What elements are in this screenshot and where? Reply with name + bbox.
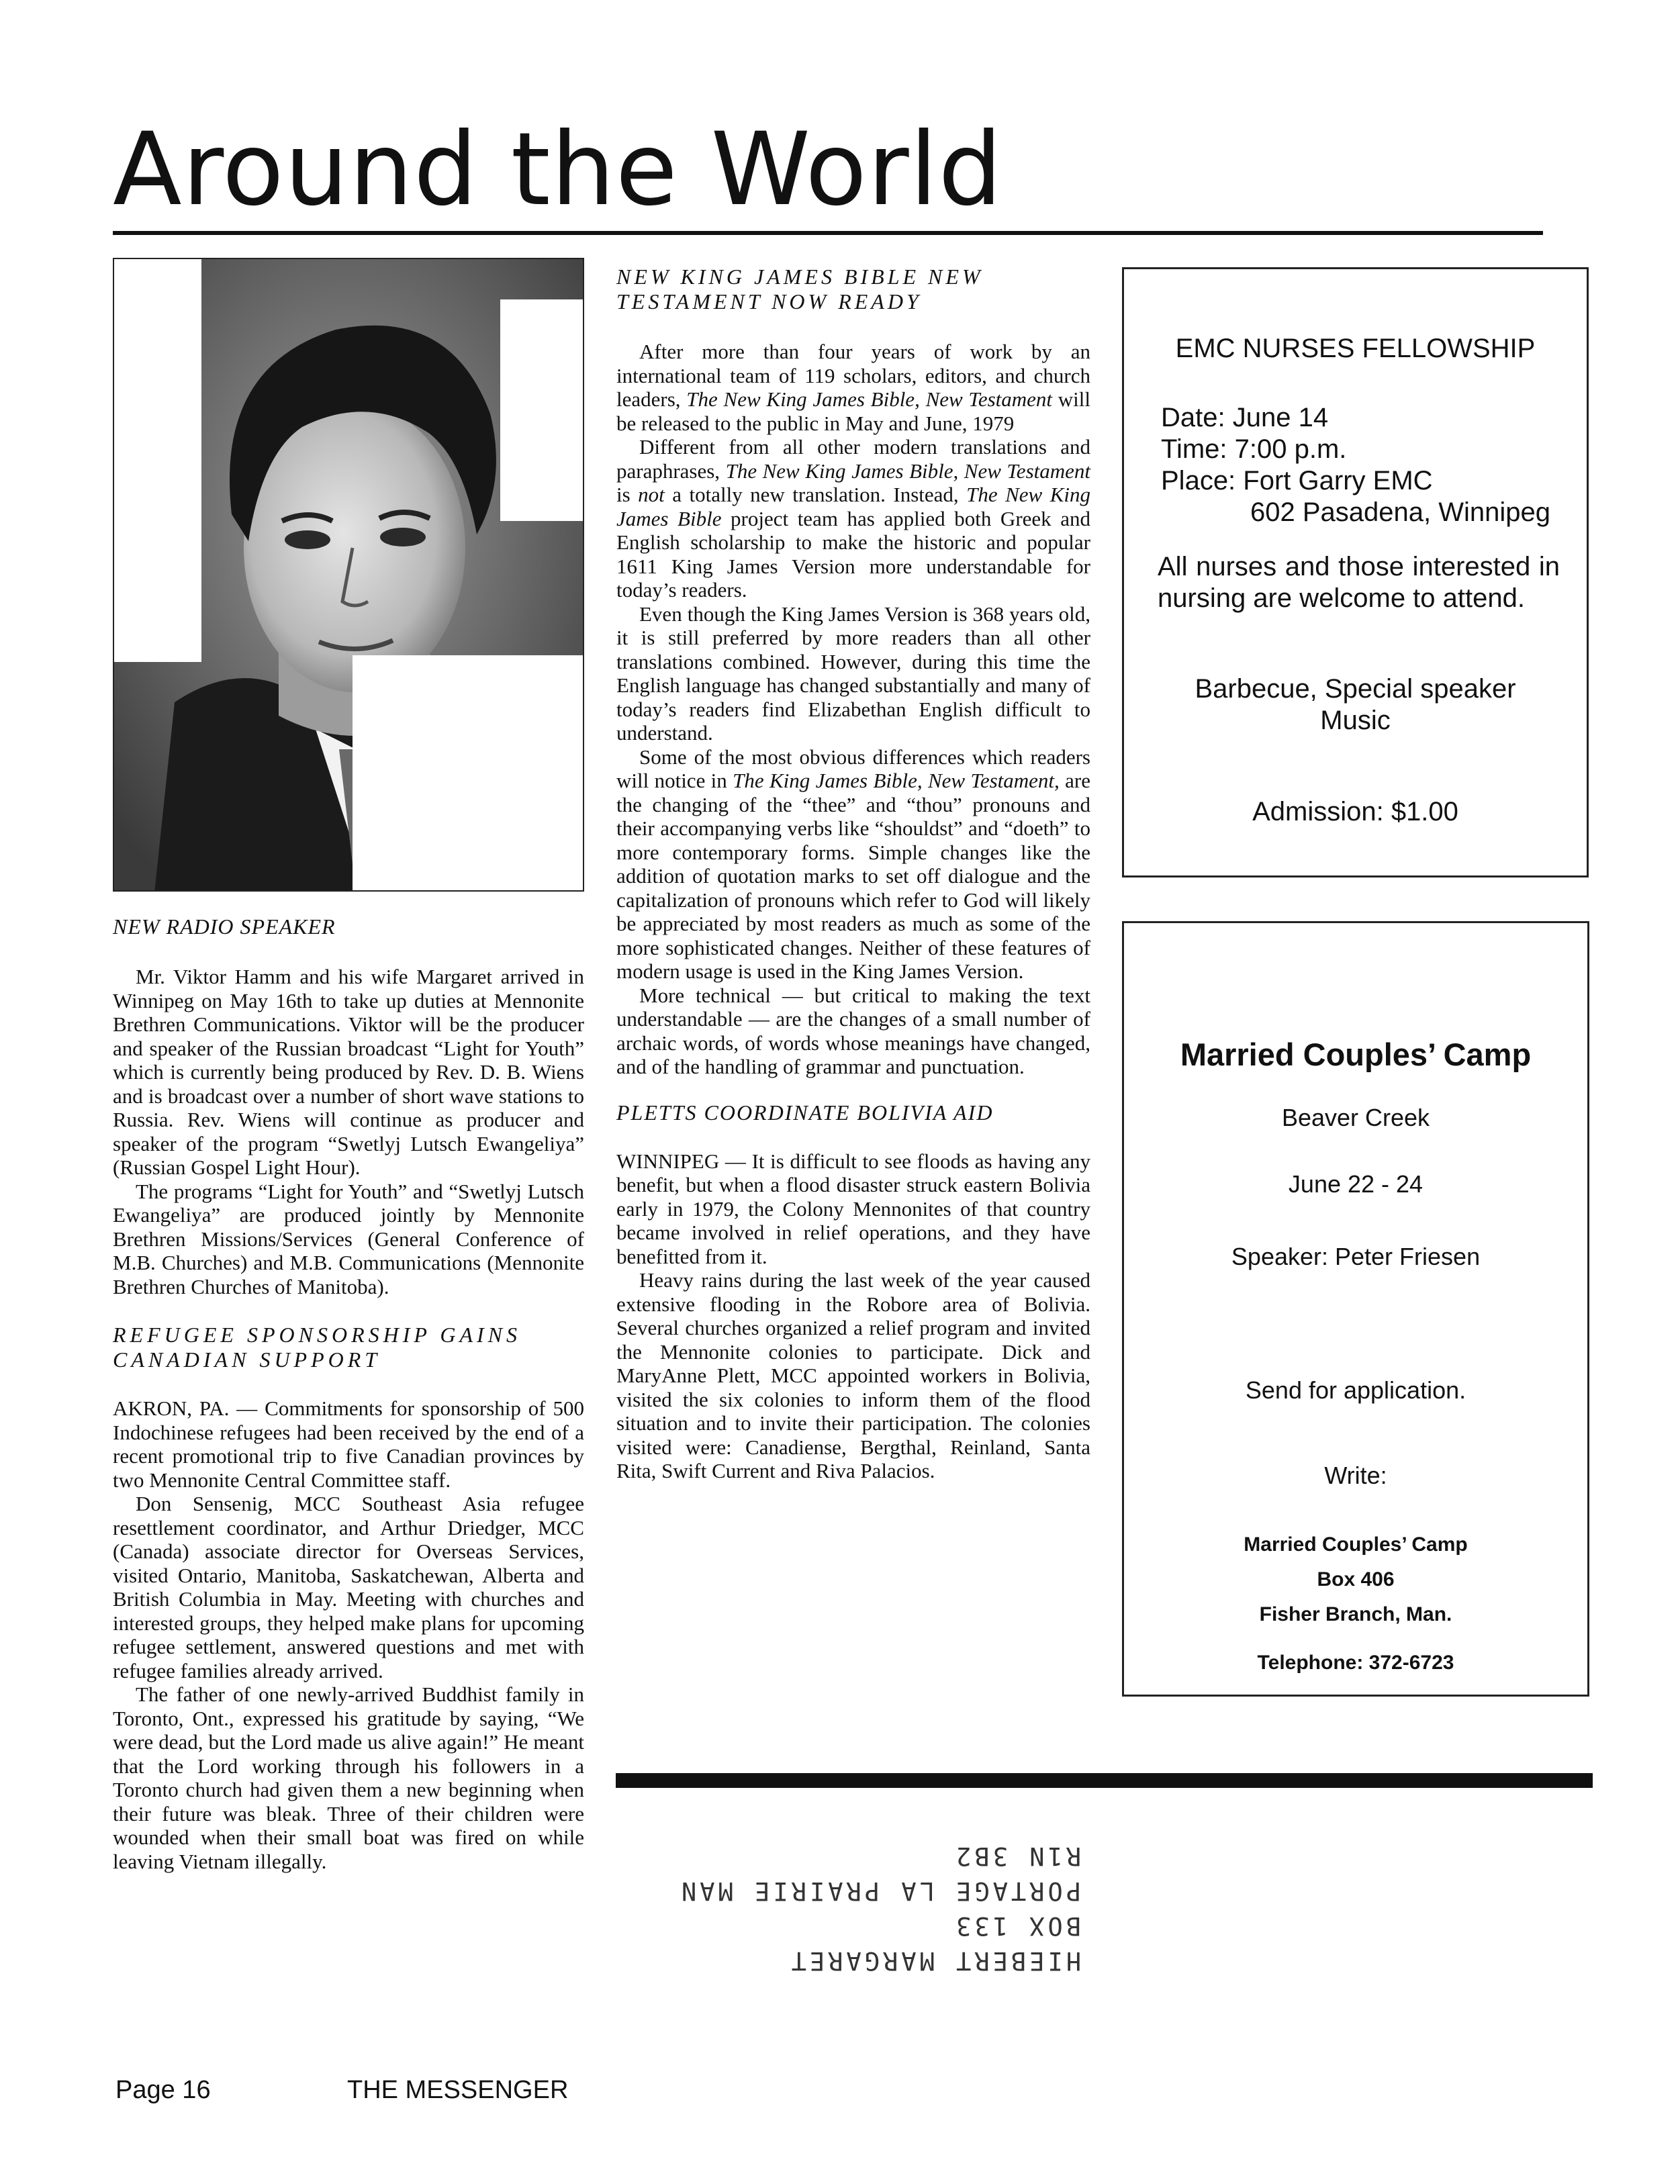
refugee-paragraph: AKRON, PA. — Commitments for sponsorship of 500 Indochinese refugees had been received by the end of a recent promotional trip to five Canadian provinces by two Mennonite Central Committee staff. <box>113 1396 584 1492</box>
nurses-fellowship-box <box>1122 267 1589 877</box>
bible-paragraph: More technical — but critical to making the text understandable — are the changes of a small number of archaic words, of words whose meanings have changed, and of the handling of grammar and punctuation. <box>616 983 1090 1078</box>
pletts-heading: PLETTS COORDINATE BOLIVIA AID <box>616 1100 994 1125</box>
bible-paragraph: Some of the most obvious differences which readers will notice in The King James Bible, New Testament, are the changing of the “thee” and “thou” pronouns and their accompanying verbs like “shouldst” and “doeth” to more contemporary forms. Simple changes like the addition of quotation marks to set off dialogue and the capitalization of pronouns which refer to God will likely be appreciated by most readers as much as some of the more sophisticated changes. Neither of these features of modern usage is used in the King James Version. <box>616 745 1090 983</box>
mailing-label-line: PORTAGE LA PRAIRIE MAN <box>678 1877 1082 1905</box>
camp-location: Beaver Creek <box>1281 1104 1430 1131</box>
publication-name: THE MESSENGER <box>347 2076 569 2104</box>
speaker-photo <box>113 258 584 892</box>
bible-paragraph: After more than four years of work by an international team of 119 scholars, editors, and church leaders, The New King James Bible, New Testament will be released to the public in May and June, 1979 <box>616 340 1090 435</box>
portrait-image <box>114 259 584 892</box>
pletts-paragraph: WINNIPEG — It is difficult to see floods as having any benefit, but when a flood disaster struck eastern Bolivia early in 1979, the Colony Mennonites of that country became involved in relief operations, and they have benefitted from it. <box>616 1149 1090 1268</box>
divider-bar <box>616 1773 1593 1788</box>
bible-heading: NEW KING JAMES BIBLE NEW TESTAMENT NOW READY <box>616 265 984 314</box>
camp-address: Married Couples’ Camp Box 406 Fisher Branch, Man. <box>1244 1533 1468 1625</box>
bible-paragraph: Different from all other modern translations and paraphrases, The New King James Bible, New Testament is not a totally new translation. Instead, The New King James Bible project team has applied both Greek and English scholarship to make the historic and popular 1611 King James Version more understandable for today’s readers. <box>616 435 1091 602</box>
radio-paragraph: Mr. Viktor Hamm and his wife Margaret arrived in Winnipeg on May 16th to take up duties at Mennonite Brethren Communications. Viktor will be the producer and speaker of the Russian broadcast “Light for Youth” which is currently being produced by Rev. D. B. Wiens and is broadcast over a number of short wave stations to Russia. Rev. Wiens will continue as producer and speaker of the program “Swetlyj Lutsch Ewangeliya” (Russian Gospel Light Hour). <box>113 965 584 1179</box>
nurses-invitation: All nurses and those interested in nursing are welcome to attend. <box>1158 552 1560 613</box>
mailing-label <box>678 1838 1081 1978</box>
nurses-extras: Barbecue, Special speaker Music <box>1195 674 1516 735</box>
refugee-paragraph: Don Sensenig, MCC Southeast Asia refugee resettlement coordinator, and Arthur Driedger, MCC (Canada) associate director for Overseas Services, visited Ontario, Manitoba, Saskatchewan, Alberta and British Columbia in May. Meeting with churches and interested groups, they helped make plans for upcoming refugee settlement, answered questions and met with refugee families already arrived. <box>113 1492 584 1682</box>
nurses-admission: Admission: $1.00 <box>1252 797 1458 826</box>
camp-telephone: Telephone: 372-6723 <box>1257 1652 1454 1674</box>
camp-dates: June 22 - 24 <box>1288 1170 1424 1198</box>
refugee-paragraph: The father of one newly-arrived Buddhist family in Toronto, Ont., expressed his gratitude by saying, “We were dead, but the Lord made us alive again!” He meant that the Lord working through his followers in a Toronto church had given them a new beginning when their future was bleak. Three of their children were wounded when their small boat was fired on while leaving Vietnam illegally. <box>113 1682 584 1873</box>
nurses-details: Date: June 14 Time: 7:00 p.m. Place: Fort Garry EMC 602 Pasadena, Winnipeg <box>1161 403 1550 527</box>
radio-paragraph: The programs “Light for Youth” and “Swetlyj Lutsch Ewangeliya” are produced jointly by Mennonite Brethren Missions/Services (General Conference of M.B. Churches) and M.B. Communications (Mennonite Brethren Churches of Manitoba). <box>113 1179 584 1298</box>
masthead-rule <box>113 231 1543 235</box>
married-couples-camp-box <box>1122 921 1589 1697</box>
masthead-title: Around the World <box>113 111 1003 228</box>
mailing-label-line: R1N 3B2 <box>953 1842 1082 1870</box>
radio-speaker-heading: NEW RADIO SPEAKER <box>113 914 336 939</box>
camp-speaker: Speaker: Peter Friesen <box>1231 1243 1481 1270</box>
mailing-label-line: BOX 133 <box>953 1911 1082 1940</box>
page-number: Page 16 <box>115 2076 211 2104</box>
camp-write: Write: <box>1324 1462 1387 1489</box>
camp-send-application: Send for application. <box>1245 1376 1466 1404</box>
pletts-paragraph: Heavy rains during the last week of the year caused extensive flooding in the Robore area of Bolivia. Several churches organized a relief program and invited the Mennonite colonies to participate. Dick and MaryAnne Plett, MCC appointed workers in Bolivia, visited the six colonies to inform them of the flood situation and to invite their participation. The colonies visited were: Canadiense, Bergthal, Reinland, Santa Rita, Swift Current and Riva Palacios. <box>616 1268 1090 1482</box>
camp-title: Married Couples’ Camp <box>1180 1037 1532 1072</box>
refugee-heading: REFUGEE SPONSORSHIP GAINS CANADIAN SUPPORT <box>113 1323 521 1372</box>
bible-paragraph: Even though the King James Version is 368 years old, it is still preferred by more readers than all other translations combined. However, during this time the English language has changed substantially and many of today’s readers find Elizabethan English difficult to understand. <box>616 602 1090 745</box>
mailing-label-line: HIEBERT MARGARET <box>788 1946 1082 1975</box>
nurses-title: EMC NURSES FELLOWSHIP <box>1175 334 1536 363</box>
